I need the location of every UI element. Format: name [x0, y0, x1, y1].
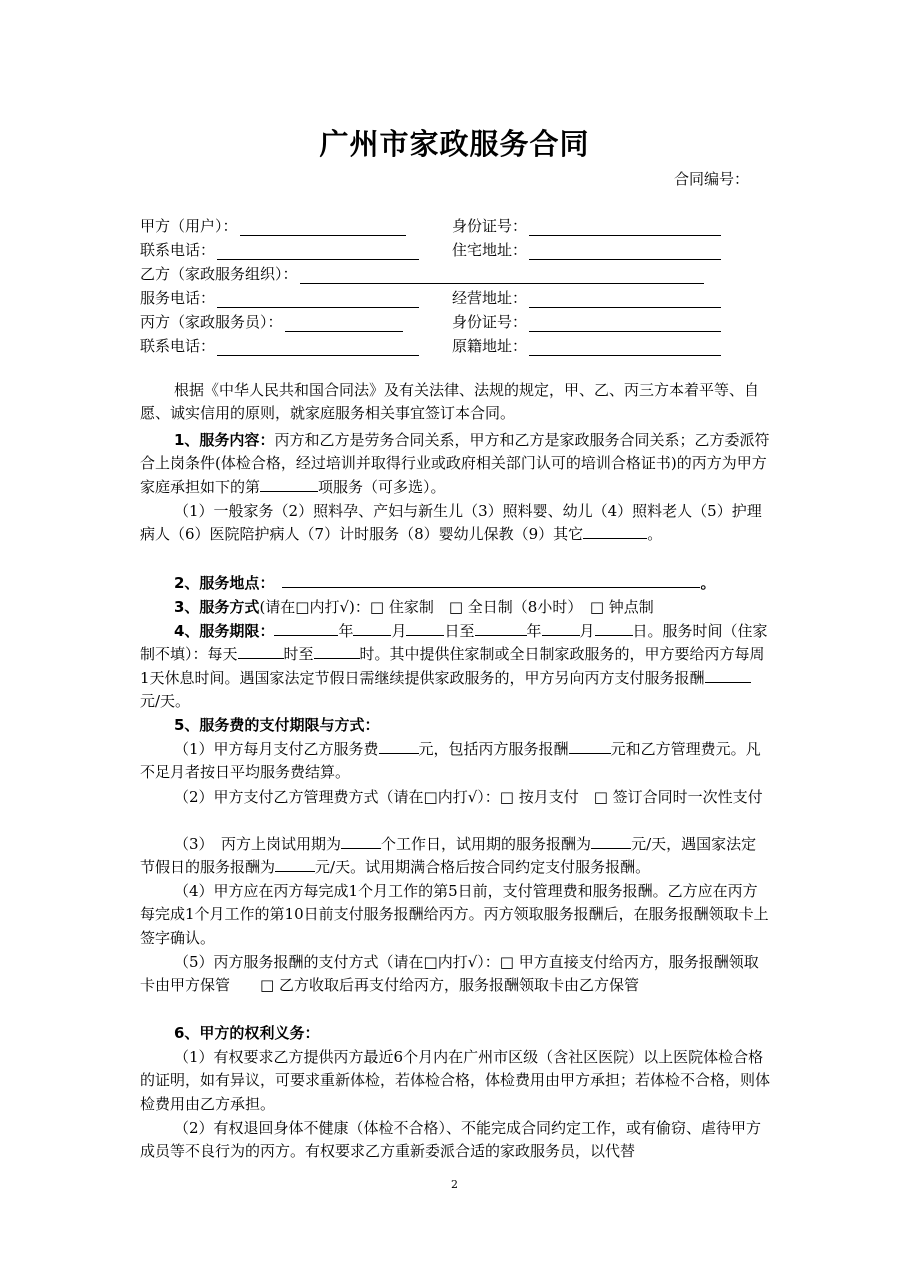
section-5-item-3: [140, 833, 770, 880]
day-to-label: 日至: [444, 622, 475, 640]
yuan-per-day-label: 元/天。: [140, 692, 191, 711]
section-3-heading: 3、服务方式: [174, 598, 260, 616]
business-address-input-line[interactable]: [529, 291, 721, 308]
daily-start-blank[interactable]: [238, 643, 284, 659]
section-5-item-5[interactable]: （5）丙方服务报酬的支付方式（请在□内打√）：□ 甲方直接支付给丙方，服务报酬领取卡由甲方保管 □ 乙方收取后再支付给丙方，服务报酬领取卡由乙方保管: [140, 953, 759, 995]
phone-2-row: [140, 336, 419, 356]
service-phone-row: [140, 288, 419, 308]
item-1-text-c: 元和乙方管理费元。凡不足月者按日平均服务费结算。: [140, 740, 761, 782]
service-fee-blank[interactable]: [379, 738, 419, 754]
year-label: 年: [338, 622, 354, 640]
party-b-label: 乙方（家政服务组织）：: [140, 265, 298, 283]
item-3-text-d: 元/天。试用期满合格后按合同约定支付服务报酬。: [315, 858, 651, 877]
item-3-text-c: 元/天，遇国家法定节假日的服务报酬为: [140, 835, 757, 877]
section-6-heading: 6、甲方的权利义务：: [174, 1024, 320, 1042]
item-1-text-a: （1）甲方每月支付乙方服务费: [174, 740, 379, 758]
section-5-item-2[interactable]: （2）甲方支付乙方管理费方式（请在□内打√）：□ 按月支付 □ 签订合同时一次性支付: [174, 788, 763, 806]
native-address-row: [452, 336, 721, 356]
section-1: [140, 429, 770, 499]
section-3-text[interactable]: (请在□内打√)：□ 住家制 □ 全日制（8小时） □ 钟点制: [259, 598, 654, 616]
holiday-trial-pay-blank[interactable]: [275, 856, 315, 872]
party-a-row: [140, 216, 406, 236]
start-month-blank[interactable]: [353, 620, 391, 636]
start-year-blank[interactable]: [274, 620, 338, 636]
phone-1-input-line[interactable]: [217, 243, 419, 260]
hour-to-label: 时至: [283, 645, 314, 664]
section-4-text: 时。其中提供住家制或全日制家政服务的，甲方要给丙方每周1天休息时间。遇国家法定节假日需继续提供家政服务的，甲方另向丙方支付服务报酬: [140, 645, 765, 687]
service-items-blank[interactable]: [260, 476, 318, 492]
service-options-end: 。: [647, 525, 663, 544]
item-1-text-b: 元，包括丙方服务报酬: [418, 740, 569, 758]
section-1-text-a: 丙方和乙方是劳务合同关系，甲方和乙方是家政服务合同关系；乙方委派符合上岗条件(体检合格，经过培训并取得行业或政府相关部门认可的培训合格证书)的丙方为甲方家庭承担如下的第: [140, 431, 770, 496]
home-address-label: 住宅地址：: [452, 241, 528, 259]
end-year-blank[interactable]: [475, 620, 527, 636]
phone-1-label: 联系电话：: [140, 241, 216, 259]
party-a-input-line[interactable]: [240, 219, 406, 236]
business-address-label: 经营地址：: [452, 289, 528, 307]
service-options: [140, 500, 770, 547]
trial-days-blank[interactable]: [341, 833, 381, 849]
service-phone-input-line[interactable]: [217, 291, 419, 308]
id-no-2-row: [452, 312, 721, 332]
party-a-label: 甲方（用户）：: [140, 217, 238, 235]
section-5-heading-row: [140, 714, 770, 737]
id-no-2-label: 身份证号：: [452, 313, 528, 331]
phone-1-row: [140, 240, 419, 260]
section-1-heading: 1、服务内容：: [174, 431, 275, 449]
section-4: [140, 620, 770, 714]
phone-2-input-line[interactable]: [217, 339, 419, 356]
section-3: [140, 596, 770, 619]
item-3-text-a: （3） 丙方上岗试用期为: [174, 835, 342, 853]
year-label-2: 年: [526, 622, 542, 640]
end-day-blank[interactable]: [595, 620, 633, 636]
section-1-text-b: 项服务（可多选）。: [318, 477, 446, 496]
intro-paragraph: 根据《中华人民共和国合同法》及有关法律、法规的规定，甲、乙、丙三方本着平等、自愿、诚实信用的原则，就家庭服务相关事宜签订本合同。: [140, 381, 760, 423]
party-c-input-line[interactable]: [285, 315, 403, 332]
section-2: [140, 572, 770, 595]
section-4-heading: 4、服务期限：: [174, 622, 275, 640]
section-2-heading: 2、服务地点：: [174, 574, 275, 592]
home-address-row: [452, 240, 721, 260]
item-3-text-b: 个工作日，试用期的服务报酬为: [381, 835, 592, 853]
start-day-blank[interactable]: [406, 620, 444, 636]
end-month-blank[interactable]: [542, 620, 580, 636]
section-6-heading-row: [140, 1022, 770, 1045]
service-location-blank[interactable]: [282, 572, 700, 588]
id-no-1-label: 身份证号：: [452, 217, 528, 235]
home-address-input-line[interactable]: [529, 243, 721, 260]
party-b-input-line[interactable]: [300, 267, 704, 284]
holiday-pay-blank[interactable]: [705, 667, 751, 683]
native-address-input-line[interactable]: [529, 339, 721, 356]
id-no-1-input-line[interactable]: [529, 219, 721, 236]
phone-2-label: 联系电话：: [140, 337, 216, 355]
trial-pay-blank[interactable]: [591, 833, 631, 849]
page-title: 广州市家政服务合同: [319, 127, 590, 161]
contract-number-label: 合同编号：: [673, 170, 749, 188]
day-service-time-label: 日。服务时间（住家制不填）：每天: [140, 622, 768, 664]
business-address-row: [452, 288, 721, 308]
other-service-blank[interactable]: [583, 523, 647, 539]
id-no-2-input-line[interactable]: [529, 315, 721, 332]
page-number: 2: [451, 1178, 458, 1191]
service-phone-label: 服务电话：: [140, 289, 216, 307]
daily-end-blank[interactable]: [314, 643, 360, 659]
native-address-label: 原籍地址：: [452, 337, 528, 355]
section-5-item-1: [140, 738, 770, 785]
month-label-2: 月: [579, 622, 595, 640]
party-c-row: [140, 312, 403, 332]
worker-pay-blank[interactable]: [569, 738, 611, 754]
section-5-item-4: （4）甲方应在丙方每完成1个月工作的第5日前，支付管理费和服务报酬。乙方应在丙方每完成1个月工作的第10日前支付服务报酬给丙方。丙方领取服务报酬后，在服务报酬领取卡上签字确认。: [140, 882, 769, 947]
section-6-item-1: （1）有权要求乙方提供丙方最近6个月内在广州市区级（含社区医院）以上医院体检合格的证明，如有异议，可要求重新体检，若体检合格，体检费用由甲方承担；若体检不合格，则体检费用由乙方承担。: [140, 1048, 771, 1113]
service-options-text: （1）一般家务（2）照料孕、产妇与新生儿（3）照料婴、幼儿（4）照料老人（5）护理病人（6）医院陪护病人（7）计时服务（8）婴幼儿保教（9）其它: [140, 502, 762, 544]
id-no-1-row: [452, 216, 721, 236]
month-label: 月: [391, 622, 407, 640]
party-c-label: 丙方（家政服务员）：: [140, 313, 283, 331]
section-6-item-2: （2）有权退回身体不健康（体检不合格）、不能完成合同约定工作，或有偷窃、虐待甲方成员等不良行为的丙方。有权要求乙方重新委派合适的家政服务员，以代替: [140, 1119, 762, 1161]
party-b-row: [140, 264, 704, 284]
section-5-heading: 5、服务费的支付期限与方式：: [174, 716, 380, 734]
section-2-end: 。: [700, 574, 716, 592]
